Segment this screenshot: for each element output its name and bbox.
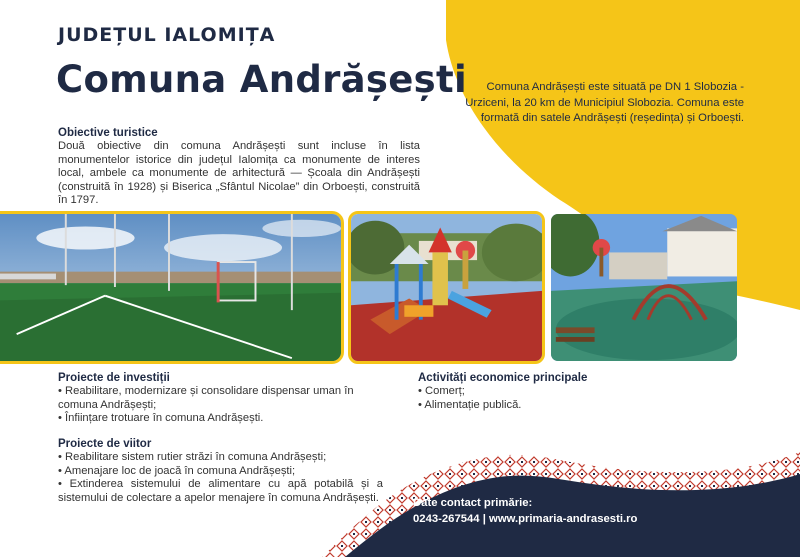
list-item: • Amenajare loc de joacă în comuna Andrășești; xyxy=(58,464,296,477)
contact-details: 0243-267544 | www.primaria-andrasesti.ro xyxy=(413,512,638,525)
page-title: Comuna Andrășești xyxy=(56,58,467,101)
future-title: Proiecte de viitor xyxy=(58,438,152,450)
economy-title: Activități economice principale xyxy=(418,372,588,384)
contact-info xyxy=(413,496,637,527)
list-item: • Reabilitare, modernizare și consolidare dispensar uman în comuna Andrășești; xyxy=(58,385,354,411)
list-item: • Înființare trotuare în comuna Andrășești. xyxy=(58,412,264,424)
list-item: • Comerț; xyxy=(418,385,465,397)
contact-label: Date contact primărie: xyxy=(413,497,533,509)
list-item: • Extinderea sistemului de alimentare cu apă potabilă și a sistemului de colectare a apelor menajere în comuna Andrășești. xyxy=(58,478,383,504)
intro-text: Comuna Andrășești este situată pe DN 1 Slobozia - Urziceni, la 20 km de Municipiul Slobozia. Comuna este formată din satele Andrășești (reședința) și Orboești. xyxy=(465,81,744,124)
investments-title: Proiecte de investiții xyxy=(58,372,170,384)
county-heading: JUDEȚUL IALOMIȚA xyxy=(58,24,276,46)
list-item: • Reabilitare sistem rutier străzi în comuna Andrășești; xyxy=(58,451,327,463)
objectives-text: Două obiective din comuna Andrășești sunt incluse în lista monumentelor istorice din județul Ialomița ca monumente de interes local, ambele ca monumente de arhitectură — Școala din Andrășești (construită în 1928) și Biserica „Sfântul Nicolae” din Orboești, construită în 1797. xyxy=(58,140,420,206)
objectives-title: Obiective turistice xyxy=(58,127,158,139)
list-item: • Alimentație publică. xyxy=(418,398,522,411)
